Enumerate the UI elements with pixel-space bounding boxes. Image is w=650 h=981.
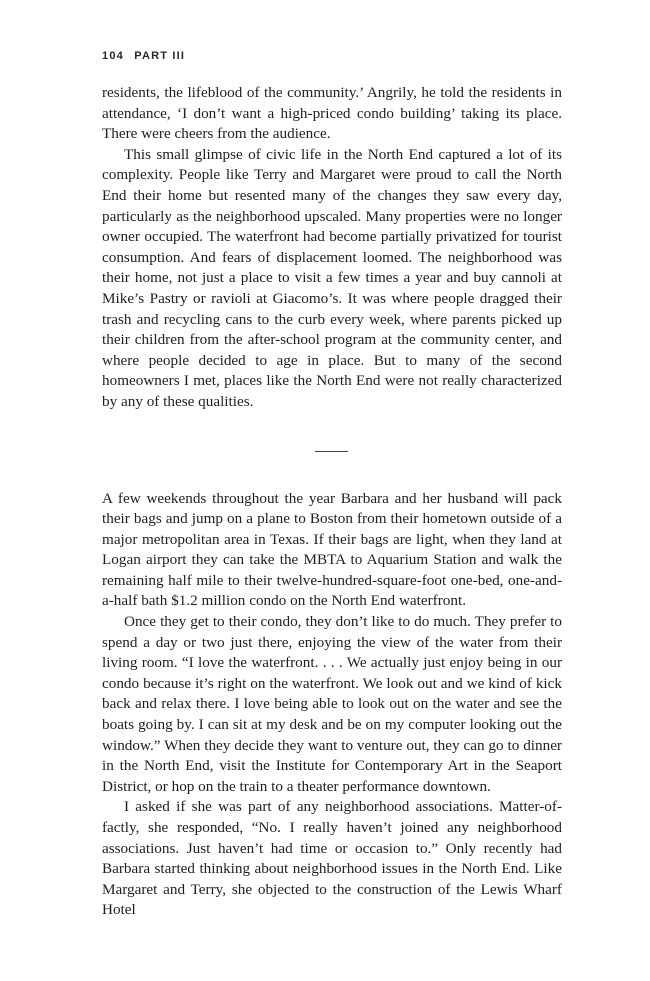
running-head — [102, 48, 562, 64]
paragraph: Once they get to their condo, they don’t like to do much. They prefer to spend a day or two just there, enjoying the view of the water from their living room. “I love the waterfront. . . . We actually just enjoy being in our condo because it’s right on the waterfront. We look out and we kind of kick back and relax there. I love being able to look out on the water and see the boats going by. I can sit at my desk and be on my computer looking out the window.” When they decide they want to venture out, they can go to dinner in the North End, visit the Institute for Contemporary Art in the Seaport District, or hop on the train to a theater performance downtown. — [102, 613, 562, 795]
paragraph: A few weekends throughout the year Barbara and her husband will pack their bags and jump on a plane to Boston from their hometown outside of a major metropolitan area in Texas. If their bags are light, when they land at Logan airport they can take the MBTA to Aquarium Station and walk the remaining half mile to their twelve-hundred-square-foot one-bed, one-and-a-half bath $1.2 million condo on the North End waterfront. — [102, 489, 562, 610]
body-text — [102, 83, 562, 921]
book-page — [102, 48, 562, 921]
section-break — [102, 413, 562, 489]
paragraph: This small glimpse of civic life in the North End captured a lot of its complexity. People like Terry and Margaret were proud to call the North End their home but resented many of the changes they saw every day, particularly as the neighborhood upscaled. Many properties were no longer owner occupied. The waterfront had become partially privatized for tourist consumption. And fears of displacement loomed. The neighborhood was their home, not just a place to visit a few times a year and buy cannoli at Mike’s Pastry or ravioli at Giacomo’s. It was where people dragged their trash and recycling cans to the curb every week, where parents picked up their children from the after-school program at the community center, and where people decided to age in place. But to many of the second homeowners I met, places like the North End were not really characterized by any of these qualities. — [102, 145, 562, 410]
paragraph: I asked if she was part of any neighborhood associations. Matter-of-factly, she responded, “No. I really haven’t joined any neighborhood associations. Just haven’t had time or occasion to.” Only recently had Barbara started thinking about neighborhood issues in the North End. Like Margaret and Terry, she objected to the construction of the Lewis Wharf Hotel — [102, 798, 562, 919]
section-break-rule — [315, 451, 348, 452]
page-number: 104 — [102, 50, 124, 62]
part-label: PART III — [134, 50, 186, 62]
paragraph: residents, the lifeblood of the community.’ Angrily, he told the residents in attendance, ‘I don’t want a high-priced condo building’ taking its place. There were cheers from the audience. — [102, 84, 562, 143]
